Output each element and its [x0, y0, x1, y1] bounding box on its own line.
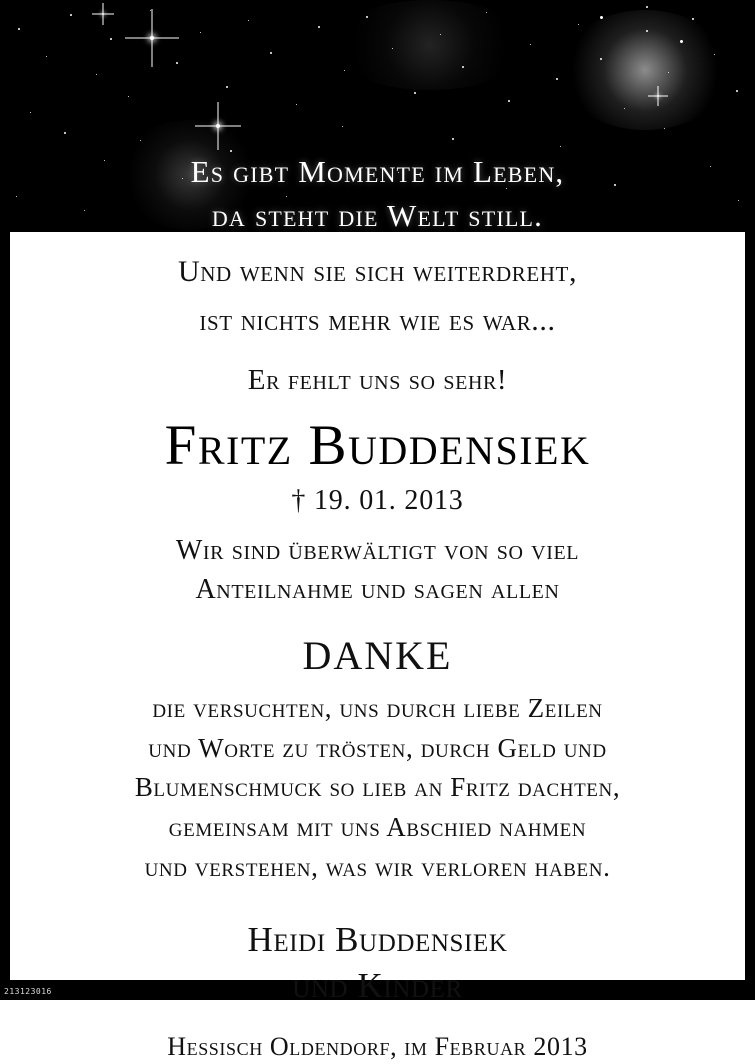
death-date: † 19. 01. 2013 — [291, 484, 464, 516]
spacer — [32, 342, 723, 356]
star — [200, 32, 201, 33]
sky-verse-line-1: Es gibt Momente im Leben, — [190, 154, 565, 189]
missing-line: Er fehlt uns so sehr! — [247, 364, 508, 397]
star — [508, 100, 510, 102]
star — [668, 72, 669, 73]
star — [128, 96, 129, 97]
star — [30, 112, 31, 113]
star — [296, 104, 297, 105]
sky-glow — [330, 0, 530, 90]
star — [366, 16, 368, 18]
star — [414, 92, 416, 94]
sky-verse — [0, 150, 755, 232]
star — [664, 128, 665, 129]
thanks-intro-line-2: Anteilnahme und sagen allen — [195, 574, 560, 606]
star — [110, 38, 112, 40]
sky-verse-line-2: da steht die Welt still. — [211, 198, 544, 232]
star — [344, 70, 345, 71]
danke-heading: DANKE — [302, 633, 453, 679]
signature-line-1: Heidi Buddensiek — [247, 920, 508, 960]
verse-line-2: ist nichts mehr wie es war... — [199, 304, 556, 338]
star — [462, 66, 464, 68]
star — [692, 18, 694, 20]
star — [736, 90, 738, 92]
star — [486, 12, 487, 13]
place-and-date: Hessisch Oldendorf, im Februar 2013 — [167, 1032, 588, 1062]
star — [176, 62, 178, 64]
star — [556, 78, 558, 80]
star — [342, 126, 343, 127]
signature-line-2: und Kinder — [292, 965, 463, 1005]
star — [624, 108, 625, 109]
body-line-1: die versuchten, uns durch liebe Zeilen — [152, 693, 603, 724]
star — [680, 40, 683, 43]
star — [96, 74, 97, 75]
star — [600, 58, 602, 60]
star — [560, 146, 561, 147]
star — [530, 44, 531, 45]
body-line-4: gemeinsam mit uns Abschied nahmen — [168, 812, 587, 843]
star — [64, 132, 66, 134]
deceased-name: Fritz Buddensiek — [164, 413, 591, 477]
body-line-2: und Worte zu trösten, durch Geld und — [148, 732, 607, 763]
star — [270, 52, 272, 54]
star — [452, 138, 454, 140]
thanks-intro-line-1: Wir sind überwältigt von so viel — [175, 534, 580, 566]
star — [46, 56, 47, 57]
night-sky-header — [0, 0, 755, 232]
sky-glow — [560, 10, 730, 130]
star — [646, 30, 648, 32]
star — [600, 16, 603, 19]
star — [248, 20, 249, 21]
star — [70, 14, 72, 16]
verse-line-1: Und wenn sie sich weiterdreht, — [177, 255, 578, 288]
star — [392, 48, 393, 49]
footer-code: 213123016 — [4, 987, 52, 996]
star — [646, 6, 648, 8]
star — [226, 86, 228, 88]
star — [140, 140, 141, 141]
star — [318, 26, 320, 28]
body-line-3: Blumenschmuck so lieb an Fritz dachten, — [134, 772, 621, 803]
star — [18, 28, 20, 30]
star — [578, 24, 579, 25]
star — [714, 54, 715, 55]
star — [440, 34, 441, 35]
body-line-5: und verstehen, was wir verloren haben. — [144, 851, 611, 882]
